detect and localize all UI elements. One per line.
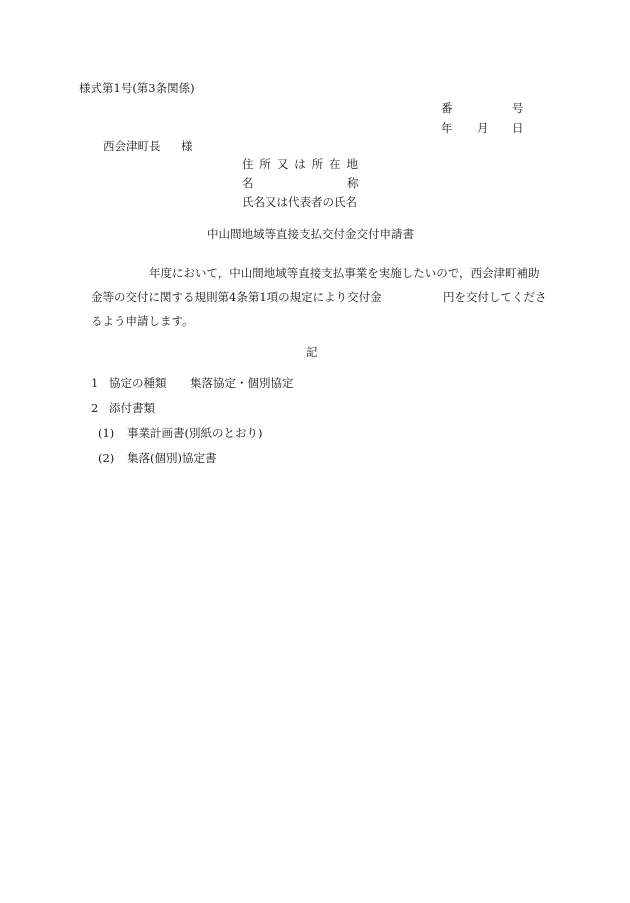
subitem2-label: 集落(個別)協定書 <box>127 451 217 465</box>
subitem1-number: (1) <box>98 426 115 440</box>
applicant-address-label: 住所又は所在地 <box>242 157 358 171</box>
item2-number: 2 <box>91 401 99 415</box>
date-month: 月 <box>477 121 489 135</box>
subitem2-number: (2) <box>98 451 115 465</box>
date-year: 年 <box>441 121 453 135</box>
ki-heading: 記 <box>306 345 318 359</box>
number-go: 号 <box>512 101 524 115</box>
body-line-2a: 金等の交付に関する規則第4条第1項の規定により交付金 <box>91 290 382 304</box>
item1-number: 1 <box>91 376 99 390</box>
item2-label: 添付書類 <box>109 401 155 415</box>
addressee-honorific: 様 <box>181 139 193 153</box>
applicant-representative-label: 氏名又は代表者の氏名 <box>242 195 357 209</box>
item1-label: 協定の種類 <box>109 376 167 390</box>
applicant-name-label-1: 名 <box>242 176 254 190</box>
body-line-2b: 円を交付してくださ <box>443 290 547 304</box>
applicant-name-label-2: 称 <box>347 176 359 190</box>
addressee-name: 西会津町長 <box>103 139 161 153</box>
date-day: 日 <box>512 121 524 135</box>
item1-value: 集落協定・個別協定 <box>190 376 294 390</box>
body-line-1: 年度において，中山間地域等直接支払事業を実施したいので，西会津町補助 <box>149 266 540 280</box>
body-line-3: るよう申請します。 <box>91 314 194 328</box>
number-ban: 番 <box>441 101 453 115</box>
document-title: 中山間地域等直接支払交付金交付申請書 <box>207 227 414 241</box>
subitem1-label: 事業計画書(別紙のとおり) <box>127 426 263 440</box>
form-label: 様式第1号(第3条関係) <box>79 81 195 95</box>
